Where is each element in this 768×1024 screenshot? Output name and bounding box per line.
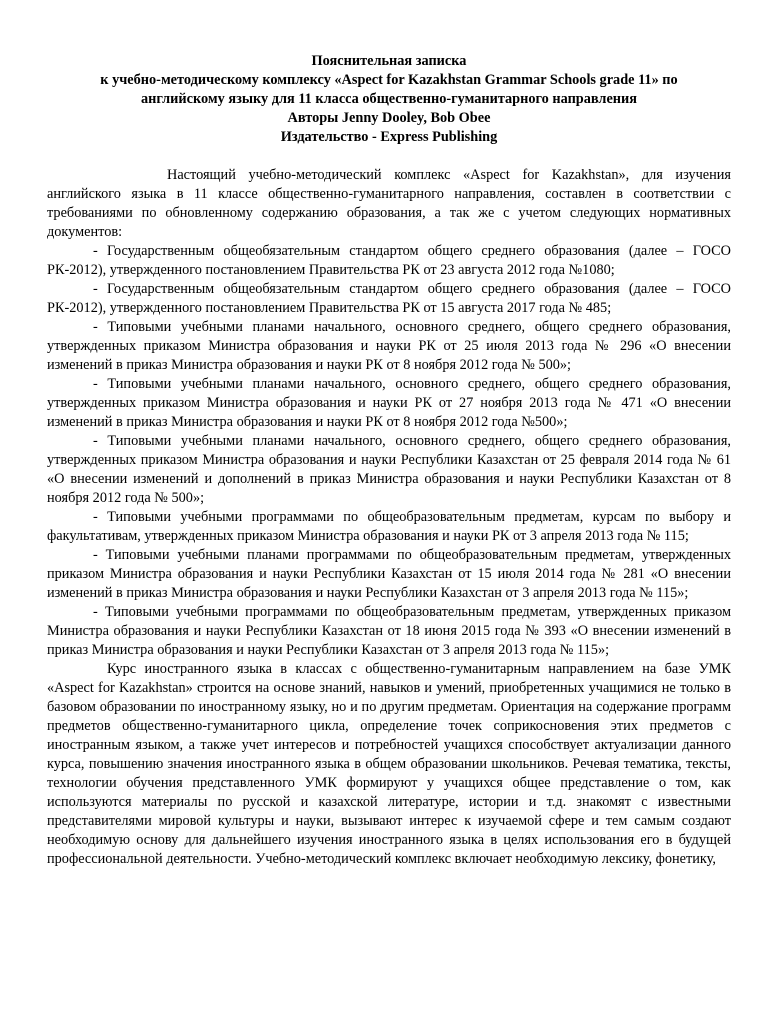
document-list-item: - Типовыми учебными планами начального, основного среднего, общего среднего образования, утвержденных приказом Министра образования и науки РК от 25 июля 2013 года № 296 «О внесении изменений в приказ Министра образования и науки РК от 8 ноября 2012 года № 500»; (47, 319, 731, 373)
document-list-item: - Типовыми учебными программами по общеобразовательным предметам, курсам по выбору и факультативам, утвержденных приказом Министра образования и науки РК от 3 апреля 2013 года № 115; (47, 509, 731, 544)
header-grade-line: английскому языку для 11 класса общественно-гуманитарного направления (140, 91, 638, 107)
document-list-item: - Государственным общеобязательным стандартом общего среднего образования (далее – ГОСО РК-2012), утвержденного постановлением Правительства РК от 15 августа 2017 года № 485; (47, 281, 731, 316)
document-list-item: - Типовыми учебными программами по общеобразовательным предметам, утвержденных приказом Министра образования и науки Республики Казахстан от 18 июня 2015 года № 393 «О внесении изменений в приказ Министра образования и науки Республики Казахстан от 3 апреля 2013 года № 115»; (47, 604, 731, 658)
document-list-item: - Типовыми учебными планами начального, основного среднего, общего среднего образования, утвержденных приказом Министра образования и науки РК от 27 ноября 2013 года № 471 «О внесении изменений в приказ Министра образования и науки РК от 8 ноября 2012 года №500»; (47, 376, 731, 430)
document-page (47, 52, 731, 869)
header-authors: Авторы Jenny Dooley, Bob Obee (287, 110, 491, 126)
document-title: Пояснительная записка (311, 53, 467, 69)
document-list-item: - Типовыми учебными планами начального, основного среднего, общего среднего образования, утвержденных приказом Министра образования и науки Республики Казахстан от 25 февраля 2014 года № 61 «О внесении изменений и дополнений в приказ Министра образования и науки Республики Казахстан от 8 ноября 2012 года № 500»; (47, 433, 731, 506)
document-list-item: - Государственным общеобязательным стандартом общего среднего образования (далее – ГОСО РК-2012), утвержденного постановлением Правительства РК от 23 августа 2012 года №1080; (47, 243, 731, 278)
intro-paragraph: Настоящий учебно-методический комплекс «Aspect for Kazakhstan», для изучения английского языка в 11 классе общественно-гуманитарного направления, составлен в соответствии с требованиями по обновленному содержанию образования, а так же с учетом следующих нормативных документов: (47, 167, 731, 240)
header-publisher: Издательство - Express Publishing (280, 129, 498, 145)
course-description-paragraph: Курс иностранного языка в классах с общественно-гуманитарным направлением на базе УМК «Aspect for Kazakhstan» строится на основе знаний, навыков и умений, приобретенных учащимися не только в базовом образовании по иностранному языку, но и по другим предметам. Ориентация на содержание программ предметов общественно-гуманитарного цикла, определение точек соприкосновения этих предметов с иностранным языком, а также учет интересов и потребностей учащихся способствует актуализации данного курса, повышению значения иностранного языка в общем образовании школьников. Речевая тематика, тексты, технологии обучения представленного УМК формируют у учащихся общее представление о том, как используются материалы по русской и казахской литературе, истории и т.д. знакомят с известными представителями мировой культуры и науки, вызывают интерес к изучаемой сфере и тем самым создают необходимую основу для дальнейшего изучения иностранного языка в целях использования его в будущей профессиональной деятельности. Учебно-методический комплекс включает необходимую лексику, фонетику, (47, 661, 731, 867)
document-header (47, 52, 731, 147)
header-subject-line: к учебно-методическому комплексу «Aspect for Kazakhstan Grammar Schools grade 11» по (100, 72, 678, 88)
document-list-item: - Типовыми учебными планами программами по общеобразовательным предметам, утвержденных приказом Министра образования и науки Республики Казахстан от 15 июля 2014 года № 281 «О внесении изменений в приказ Министра образования и науки Республики Казахстан от 3 апреля 2013 года № 115»; (47, 547, 731, 601)
